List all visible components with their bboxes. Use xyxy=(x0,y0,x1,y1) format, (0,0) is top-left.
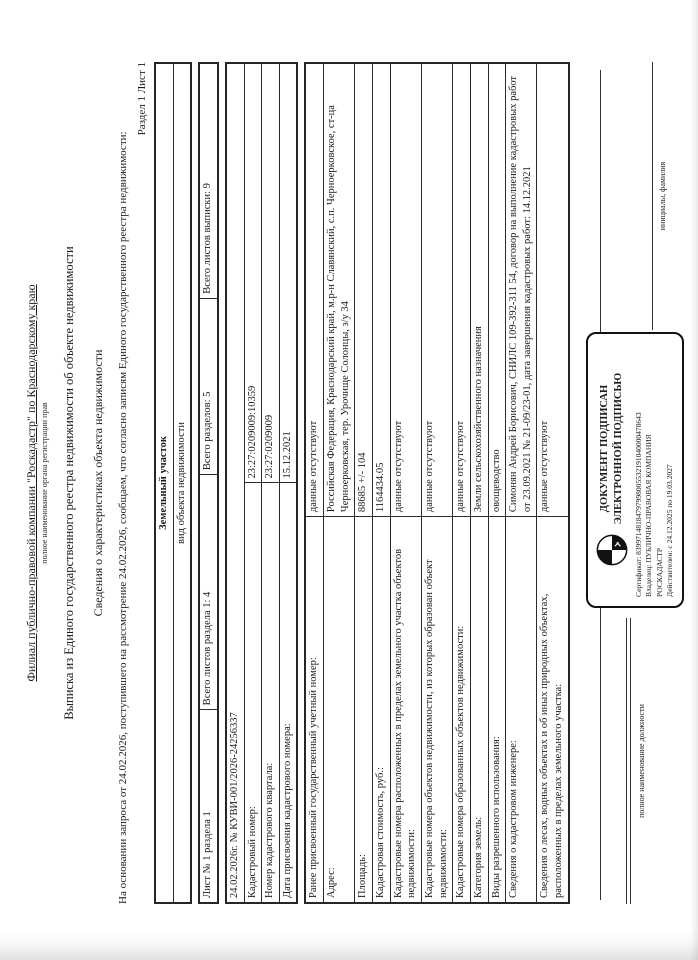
cadastral-engineer-value: Симонян Андрей Борисович, СНИЛС 109-392-311 54, договор на выполнение кадастровых работ от 23.09.2021 № 21-09/23-01, дата завершения кадастровых работ: 14.12.2021 xyxy=(506,63,537,517)
row-label: Кадастровые номера объектов недвижимости, из которых образован объект недвижимости: xyxy=(421,517,452,903)
row-label: Дата присвоения кадастрового номера: xyxy=(279,483,297,903)
stamp-owner: Владелец: ПУБЛИЧНО-ПРАВОВАЯ КОМПАНИЯ xyxy=(644,434,654,597)
row-value: данные отсутствуют xyxy=(305,63,323,517)
row-label: Категория земель: xyxy=(470,517,488,903)
table-row xyxy=(279,63,297,903)
object-kind-caption: вид объекта недвижимости xyxy=(173,63,191,903)
stamp-owner-org: РОСКАДАСТР xyxy=(654,547,664,597)
cadastral-cost-value: 1164434.05 xyxy=(373,63,391,517)
table-row xyxy=(173,63,191,903)
address-value: Российская Федерация, Краснодарский край, м.р-н Славянский, с.п. Черноерковское, ст-ца Черноерковская, тер. Урочище Солонцы, з/у 34 xyxy=(324,63,355,517)
characteristics-table xyxy=(304,62,569,904)
row-label: Сведения о лесах, водных объектах и об иных природных объектах, расположенных в пределах земельного участка: xyxy=(537,517,569,903)
row-label: Кадастровые номера расположенных в пределах земельного участка объектов недвижимости: xyxy=(390,517,421,903)
object-kind-table xyxy=(154,62,192,904)
stamp-validity: Действителен: с 24.12.2025 по 19.03.2027 xyxy=(665,464,675,597)
table-row xyxy=(488,63,506,903)
row-value: данные отсутствуют xyxy=(537,63,569,517)
request-number: 24.02.2026г. № КУВИ-001/2026-24256337 xyxy=(226,63,244,903)
table-row xyxy=(155,63,173,903)
document-title: Выписка из Единого государственного реестра недвижимости об объекте недвижимости xyxy=(62,246,76,720)
row-value: данные отсутствуют xyxy=(390,63,421,517)
row-label: Кадастровая стоимость, руб.: xyxy=(373,517,391,903)
name-caption: инициалы, фамилия xyxy=(657,161,667,231)
signature-footer xyxy=(586,62,694,904)
table-row xyxy=(305,63,323,903)
position-signature-block xyxy=(626,618,646,904)
table-row xyxy=(390,63,421,903)
object-kind: Земельный участок xyxy=(155,63,173,903)
table-row xyxy=(262,63,280,903)
name-signature-block xyxy=(652,62,667,330)
row-label: Адрес: xyxy=(324,517,355,903)
row-label: Виды разрешенного использования: xyxy=(488,517,506,903)
cadastral-date-value: 15.12.2021 xyxy=(279,63,297,483)
table-row xyxy=(226,63,244,903)
cadastral-number-value: 23:27:0209009:10359 xyxy=(244,63,262,483)
permitted-use-value: овощеводство xyxy=(488,63,506,517)
area-value: 88685 +/- 104 xyxy=(355,63,373,517)
sheet-number-cell: Лист № 1 раздела 1 xyxy=(199,710,218,903)
table-row xyxy=(355,63,373,903)
row-label: Номер кадастрового квартала: xyxy=(262,483,280,903)
row-label: Кадастровые номера образованных объектов недвижимости: xyxy=(453,517,471,903)
row-label: Площадь: xyxy=(355,517,373,903)
table-row xyxy=(373,63,391,903)
request-info-table xyxy=(225,62,299,904)
registration-org-caption: полное наименование органа регистрации прав xyxy=(40,402,49,564)
stamp-certificate: Сертификат: 83997148184797998005532191040000478643 xyxy=(633,412,643,597)
table-row xyxy=(244,63,262,903)
row-label: Сведения о кадастровом инженере: xyxy=(506,517,537,903)
section-sheet-ref: Раздел 1 Лист 1 xyxy=(136,62,148,136)
cadastral-quarter-value: 23:27:0209009 xyxy=(262,63,280,483)
sheet-info-table xyxy=(198,62,219,904)
table-row xyxy=(421,63,452,903)
section-title: Сведения о характеристиках объекта недвижимости xyxy=(91,349,105,617)
stamp-title-line2: ЭЛЕКТРОННОЙ ПОДПИСЬЮ xyxy=(612,372,624,525)
land-category-value: Земли сельскохозяйственного назначения xyxy=(470,63,488,517)
row-label: Кадастровый номер: xyxy=(244,483,262,903)
row-value: данные отсутствуют xyxy=(421,63,452,517)
stamp-header xyxy=(595,343,629,597)
stamp-title-line1: ДОКУМЕНТ ПОДПИСАН xyxy=(598,384,610,513)
table-row xyxy=(537,63,569,903)
table-row xyxy=(199,63,218,903)
electronic-signature-stamp xyxy=(586,332,684,608)
signature-line xyxy=(630,618,631,904)
signature-line xyxy=(626,618,627,904)
total-sheets-section-cell: Всего листов раздела 1: 4 xyxy=(199,475,218,710)
row-label: Ранее присвоенный государственный учетный номер: xyxy=(305,517,323,903)
total-sections-cell: Всего разделов: 5 xyxy=(199,298,218,474)
table-row xyxy=(470,63,488,903)
stamp-details xyxy=(634,343,676,597)
row-value: данные отсутствуют xyxy=(453,63,471,517)
request-basis-text: На основании запроса от 24.02.2026, поступившего на рассмотрение 24.02.2026, сообщаем, что согласно записям Единого государственного реестра недвижимости: xyxy=(117,131,129,904)
table-row xyxy=(506,63,537,903)
stamp-title xyxy=(598,373,626,524)
table-row xyxy=(324,63,355,903)
position-caption: полное наименование должности xyxy=(636,704,646,818)
roskadastr-logo-icon xyxy=(595,533,629,567)
signature-line xyxy=(652,62,653,330)
table-row xyxy=(453,63,471,903)
registration-org-name: Филиал публично-правовой компании "Роскадастр" по Краснодарскому краю xyxy=(24,284,38,682)
total-sheets-extract-cell: Всего листов выписки: 9 xyxy=(199,63,218,298)
